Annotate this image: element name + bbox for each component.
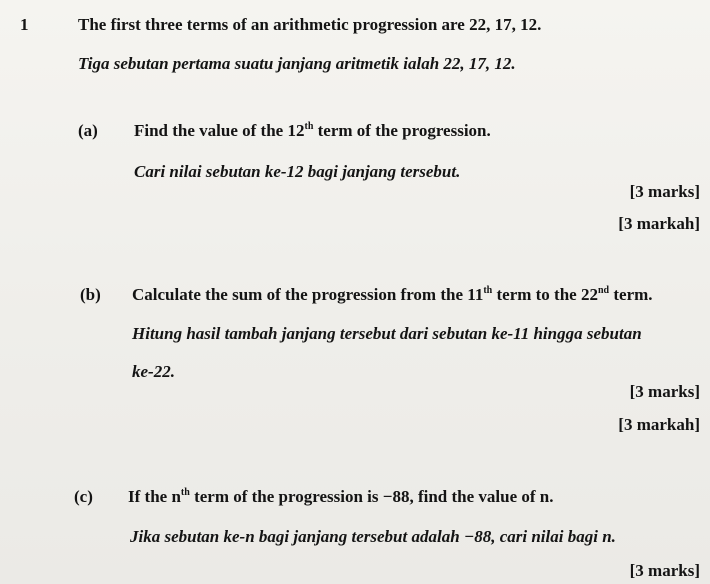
part-a-marks-en: [3 marks] [629, 182, 700, 201]
question-stem-en: The first three terms of an arithmetic progression are 22, 17, 12. [78, 15, 542, 34]
question-number: 1 [20, 15, 29, 34]
part-b-marks-ms: [3 markah] [618, 415, 700, 434]
part-b-marks-en: [3 marks] [629, 382, 700, 401]
part-a-label: (a) [78, 121, 98, 140]
part-b-question-ms-line2: ke-22. [132, 362, 175, 381]
part-c-question-en: If the $n^{th}$ term of the progression is −88, find the value of n. [128, 487, 554, 506]
part-c-marks-en: [3 marks] [629, 561, 700, 580]
part-b-question-en: Calculate the sum of the progression from the 11th term to the 22nd term. [132, 285, 653, 304]
part-a-question-en: Find the value of the 12th term of the progression. [134, 121, 491, 140]
part-c-label: (c) [74, 487, 93, 506]
part-c-question-ms: Jika sebutan ke-n bagi janjang tersebut adalah −88, cari nilai bagi n. [130, 527, 616, 546]
part-a-question-ms: Cari nilai sebutan ke-12 bagi janjang tersebut. [134, 162, 461, 181]
part-a-marks-ms: [3 markah] [618, 214, 700, 233]
part-b-label: (b) [80, 285, 101, 304]
part-b-question-ms-line1: Hitung hasil tambah janjang tersebut dari sebutan ke-11 hingga sebutan [132, 324, 642, 343]
question-stem-ms: Tiga sebutan pertama suatu janjang aritmetik ialah 22, 17, 12. [78, 54, 516, 73]
